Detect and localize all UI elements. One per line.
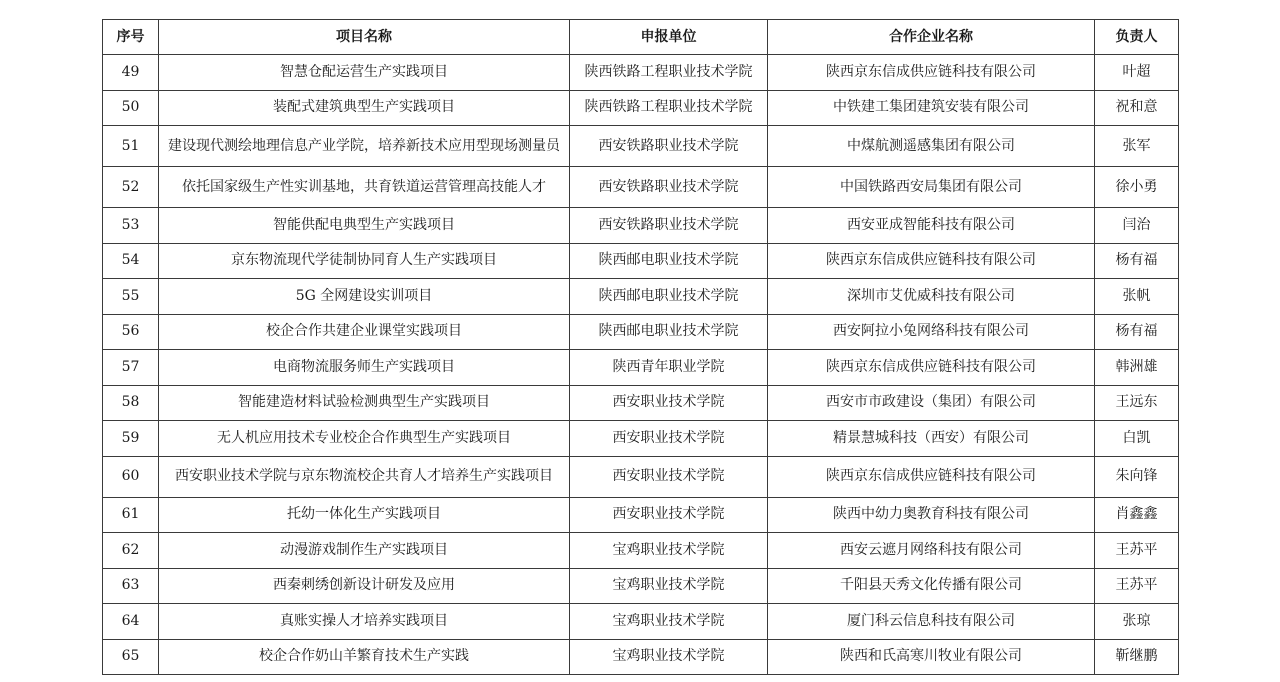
cell-partner-enterprise: 陕西京东信成供应链科技有限公司 <box>768 55 1095 91</box>
table-row <box>103 243 1179 279</box>
header-leader: 负责人 <box>1095 20 1179 55</box>
cell-no: 52 <box>103 167 159 208</box>
cell-applicant-unit: 陕西青年职业学院 <box>570 350 768 386</box>
cell-partner-enterprise: 西安亚成智能科技有限公司 <box>768 208 1095 244</box>
cell-leader: 杨有福 <box>1095 243 1179 279</box>
header-row <box>103 20 1179 55</box>
table-row <box>103 533 1179 569</box>
cell-applicant-unit: 西安职业技术学院 <box>570 421 768 457</box>
cell-partner-enterprise: 陕西京东信成供应链科技有限公司 <box>768 243 1095 279</box>
table-row <box>103 421 1179 457</box>
cell-applicant-unit: 西安铁路职业技术学院 <box>570 167 768 208</box>
cell-leader: 靳继鹏 <box>1095 639 1179 675</box>
cell-project-name: 无人机应用技术专业校企合作典型生产实践项目 <box>159 421 570 457</box>
header-partner-enterprise: 合作企业名称 <box>768 20 1095 55</box>
cell-no: 56 <box>103 314 159 350</box>
cell-applicant-unit: 西安职业技术学院 <box>570 497 768 533</box>
header-project-name: 项目名称 <box>159 20 570 55</box>
cell-applicant-unit: 西安铁路职业技术学院 <box>570 126 768 167</box>
cell-partner-enterprise: 厦门科云信息科技有限公司 <box>768 604 1095 640</box>
cell-no: 64 <box>103 604 159 640</box>
cell-leader: 祝和意 <box>1095 90 1179 126</box>
cell-leader: 王苏平 <box>1095 568 1179 604</box>
cell-partner-enterprise: 中煤航测遥感集团有限公司 <box>768 126 1095 167</box>
cell-no: 53 <box>103 208 159 244</box>
cell-project-name: 京东物流现代学徒制协同育人生产实践项目 <box>159 243 570 279</box>
cell-applicant-unit: 陕西铁路工程职业技术学院 <box>570 90 768 126</box>
table-row <box>103 639 1179 675</box>
cell-applicant-unit: 宝鸡职业技术学院 <box>570 639 768 675</box>
header-applicant-unit: 申报单位 <box>570 20 768 55</box>
cell-leader: 白凯 <box>1095 421 1179 457</box>
cell-project-name: 建设现代测绘地理信息产业学院，培养新技术应用型现场测量员 <box>159 126 570 167</box>
cell-applicant-unit: 宝鸡职业技术学院 <box>570 604 768 640</box>
table-row <box>103 385 1179 421</box>
cell-project-name: 5G 全网建设实训项目 <box>159 279 570 315</box>
cell-no: 57 <box>103 350 159 386</box>
cell-leader: 张琼 <box>1095 604 1179 640</box>
cell-leader: 朱向锋 <box>1095 456 1179 497</box>
table-row <box>103 279 1179 315</box>
cell-no: 59 <box>103 421 159 457</box>
cell-partner-enterprise: 陕西京东信成供应链科技有限公司 <box>768 456 1095 497</box>
cell-project-name: 智能建造材料试验检测典型生产实践项目 <box>159 385 570 421</box>
cell-leader: 杨有福 <box>1095 314 1179 350</box>
projects-table <box>102 19 1179 675</box>
cell-applicant-unit: 西安职业技术学院 <box>570 385 768 421</box>
cell-partner-enterprise: 精景慧城科技（西安）有限公司 <box>768 421 1095 457</box>
cell-leader: 张帆 <box>1095 279 1179 315</box>
table-row <box>103 90 1179 126</box>
table-row <box>103 456 1179 497</box>
cell-applicant-unit: 陕西邮电职业技术学院 <box>570 243 768 279</box>
cell-no: 49 <box>103 55 159 91</box>
cell-applicant-unit: 宝鸡职业技术学院 <box>570 533 768 569</box>
table-row <box>103 497 1179 533</box>
cell-applicant-unit: 陕西铁路工程职业技术学院 <box>570 55 768 91</box>
table-row <box>103 208 1179 244</box>
table-header <box>103 20 1179 55</box>
cell-no: 62 <box>103 533 159 569</box>
table-row <box>103 167 1179 208</box>
cell-no: 55 <box>103 279 159 315</box>
cell-project-name: 校企合作奶山羊繁育技术生产实践 <box>159 639 570 675</box>
cell-project-name: 校企合作共建企业课堂实践项目 <box>159 314 570 350</box>
cell-leader: 王远东 <box>1095 385 1179 421</box>
cell-leader: 韩洲雄 <box>1095 350 1179 386</box>
cell-applicant-unit: 陕西邮电职业技术学院 <box>570 314 768 350</box>
cell-applicant-unit: 宝鸡职业技术学院 <box>570 568 768 604</box>
cell-partner-enterprise: 中铁建工集团建筑安装有限公司 <box>768 90 1095 126</box>
cell-project-name: 真账实操人才培养实践项目 <box>159 604 570 640</box>
cell-leader: 张军 <box>1095 126 1179 167</box>
cell-partner-enterprise: 陕西中幼力奥教育科技有限公司 <box>768 497 1095 533</box>
cell-project-name: 电商物流服务师生产实践项目 <box>159 350 570 386</box>
cell-leader: 肖鑫鑫 <box>1095 497 1179 533</box>
cell-partner-enterprise: 西安云遮月网络科技有限公司 <box>768 533 1095 569</box>
cell-no: 50 <box>103 90 159 126</box>
cell-partner-enterprise: 中国铁路西安局集团有限公司 <box>768 167 1095 208</box>
table-row <box>103 314 1179 350</box>
cell-partner-enterprise: 西安阿拉小兔网络科技有限公司 <box>768 314 1095 350</box>
cell-project-name: 西安职业技术学院与京东物流校企共育人才培养生产实践项目 <box>159 456 570 497</box>
cell-partner-enterprise: 陕西京东信成供应链科技有限公司 <box>768 350 1095 386</box>
cell-applicant-unit: 陕西邮电职业技术学院 <box>570 279 768 315</box>
cell-no: 61 <box>103 497 159 533</box>
cell-project-name: 西秦刺绣创新设计研发及应用 <box>159 568 570 604</box>
cell-no: 58 <box>103 385 159 421</box>
cell-partner-enterprise: 千阳县天秀文化传播有限公司 <box>768 568 1095 604</box>
cell-leader: 闫治 <box>1095 208 1179 244</box>
cell-project-name: 依托国家级生产性实训基地，共育铁道运营管理高技能人才 <box>159 167 570 208</box>
cell-no: 60 <box>103 456 159 497</box>
table-row <box>103 568 1179 604</box>
cell-partner-enterprise: 陕西和氏高寒川牧业有限公司 <box>768 639 1095 675</box>
cell-leader: 徐小勇 <box>1095 167 1179 208</box>
table-row <box>103 604 1179 640</box>
cell-no: 65 <box>103 639 159 675</box>
cell-partner-enterprise: 深圳市艾优威科技有限公司 <box>768 279 1095 315</box>
cell-no: 63 <box>103 568 159 604</box>
cell-applicant-unit: 西安职业技术学院 <box>570 456 768 497</box>
cell-applicant-unit: 西安铁路职业技术学院 <box>570 208 768 244</box>
cell-no: 51 <box>103 126 159 167</box>
cell-leader: 王苏平 <box>1095 533 1179 569</box>
header-no: 序号 <box>103 20 159 55</box>
cell-project-name: 智慧仓配运营生产实践项目 <box>159 55 570 91</box>
cell-project-name: 动漫游戏制作生产实践项目 <box>159 533 570 569</box>
table-row <box>103 126 1179 167</box>
cell-partner-enterprise: 西安市市政建设（集团）有限公司 <box>768 385 1095 421</box>
table-body <box>103 55 1179 675</box>
cell-project-name: 托幼一体化生产实践项目 <box>159 497 570 533</box>
cell-project-name: 智能供配电典型生产实践项目 <box>159 208 570 244</box>
cell-leader: 叶超 <box>1095 55 1179 91</box>
table-row <box>103 55 1179 91</box>
table-row <box>103 350 1179 386</box>
cell-no: 54 <box>103 243 159 279</box>
cell-project-name: 装配式建筑典型生产实践项目 <box>159 90 570 126</box>
